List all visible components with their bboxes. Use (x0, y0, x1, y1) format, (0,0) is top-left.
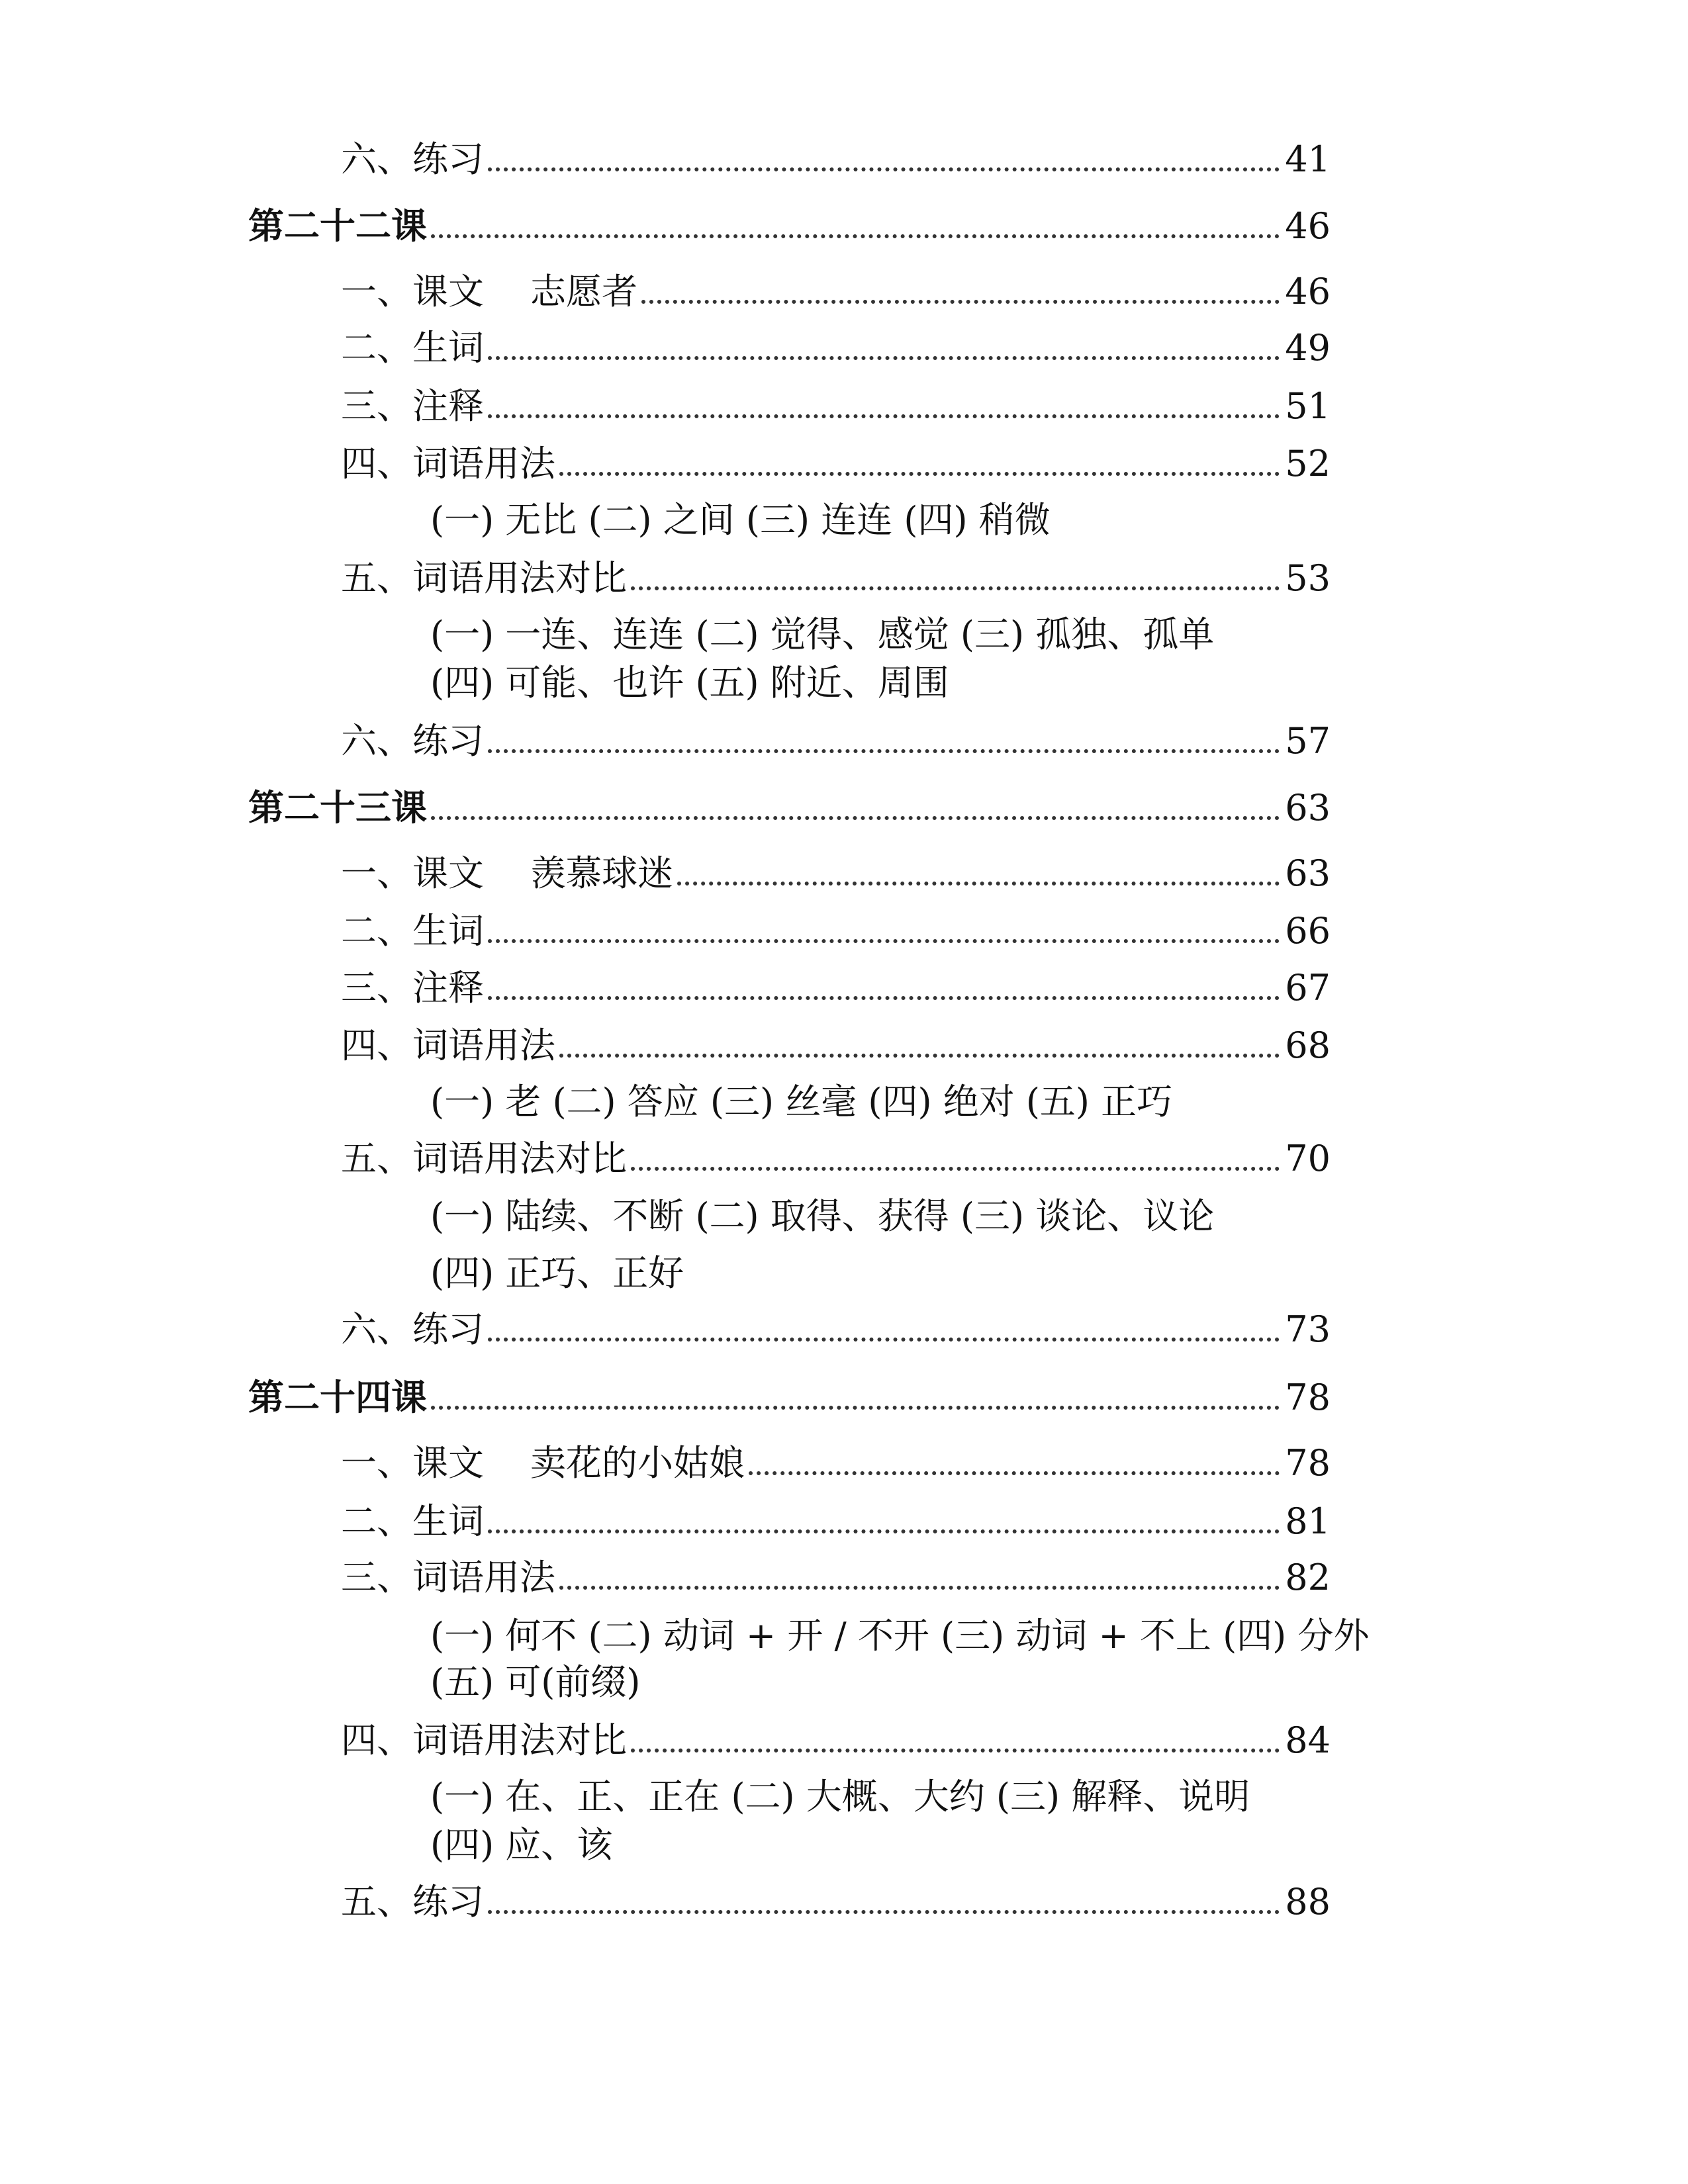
toc-sub-entry (430, 1079, 1172, 1125)
toc-entry-label: 一、课文 (341, 1442, 484, 1484)
toc-page-number: 78 (1285, 1377, 1331, 1418)
dot-leader (488, 1910, 1280, 1914)
toc-entry-label: (五) 可(前缀) (430, 1661, 641, 1703)
toc-section-entry (341, 383, 1331, 430)
toc-sub-entry (430, 660, 949, 706)
toc-page-number: 53 (1285, 557, 1331, 599)
dot-leader (749, 1471, 1280, 1475)
toc-entry-label: (一) 一连、连连 (二) 觉得、感觉 (三) 孤独、孤单 (430, 614, 1215, 655)
toc-page-number: 57 (1285, 720, 1331, 762)
toc-section-entry (341, 1440, 1331, 1486)
toc-entry-label: 三、注释 (341, 385, 484, 427)
toc-entry-label: (一) 无比 (二) 之间 (三) 连连 (四) 稍微 (430, 499, 1051, 541)
toc-entry-label: 五、词语用法对比 (341, 557, 627, 599)
toc-section-entry (341, 555, 1331, 602)
toc-section-entry (341, 1555, 1331, 1601)
toc-page-number: 81 (1285, 1500, 1331, 1542)
dot-leader (488, 356, 1280, 360)
toc-section-entry (341, 718, 1331, 764)
toc-section-entry (341, 1023, 1331, 1069)
toc-section-entry (341, 1498, 1331, 1545)
toc-section-entry (341, 136, 1331, 183)
toc-page-number: 63 (1285, 852, 1331, 894)
toc-sub-entry (430, 1193, 1214, 1240)
toc-chapter-entry (248, 784, 1331, 831)
toc-section-entry (341, 908, 1331, 954)
toc-section-entry (341, 325, 1331, 371)
dot-leader (631, 586, 1280, 590)
toc-page-number: 70 (1285, 1138, 1331, 1179)
toc-entry-title: 羡慕球迷 (530, 852, 673, 894)
toc-entry-label: 六、练习 (341, 1308, 484, 1350)
toc-entry-label: 四、词语用法 (341, 1024, 555, 1066)
toc-chapter-entry (248, 1374, 1331, 1421)
toc-section-entry (341, 850, 1331, 897)
toc-page-number: 68 (1285, 1024, 1331, 1066)
toc-entry-label: (四) 正巧、正好 (430, 1252, 684, 1294)
toc-entry-title: 卖花的小姑娘 (530, 1442, 745, 1484)
toc-entry-label: 第二十四课 (248, 1376, 427, 1418)
dot-leader (559, 472, 1280, 476)
dot-leader (631, 1167, 1280, 1171)
toc-entry-label: 六、练习 (341, 138, 484, 180)
toc-entry-label: 五、词语用法对比 (341, 1138, 627, 1179)
toc-page-number: 84 (1285, 1719, 1331, 1761)
toc-section-entry (341, 1879, 1331, 1925)
toc-section-entry (341, 441, 1331, 487)
toc-page-number: 46 (1285, 271, 1331, 312)
dot-leader (488, 996, 1280, 1000)
toc-section-entry (341, 965, 1331, 1011)
toc-chapter-entry (248, 203, 1331, 250)
toc-page-number: 67 (1285, 967, 1331, 1009)
dot-leader (559, 1586, 1280, 1590)
dot-leader (631, 1749, 1280, 1752)
toc-sub-entry (430, 1774, 1250, 1820)
dot-leader (559, 1054, 1280, 1058)
toc-page-number: 78 (1285, 1442, 1331, 1484)
toc-entry-label: 三、词语用法 (341, 1557, 555, 1598)
toc-entry-label: 第二十二课 (248, 205, 427, 247)
dot-leader (431, 816, 1280, 820)
toc-page-number: 73 (1285, 1308, 1331, 1350)
dot-leader (641, 300, 1280, 304)
toc-entry-label: (一) 何不 (二) 动词 + 开 / 不开 (三) 动词 + 不上 (四) 分外 (430, 1615, 1370, 1657)
toc-entry-label: 三、注释 (341, 967, 484, 1009)
toc-page-number: 52 (1285, 443, 1331, 484)
dot-leader (488, 749, 1280, 753)
toc-entry-label: 第二十三课 (248, 786, 427, 829)
dot-leader (677, 882, 1280, 886)
toc-sub-entry (430, 1822, 612, 1868)
toc-entry-label: 六、练习 (341, 720, 484, 762)
toc-entry-label: (一) 陆续、不断 (二) 取得、获得 (三) 谈论、议论 (430, 1195, 1215, 1237)
toc-entry-label: (一) 老 (二) 答应 (三) 丝毫 (四) 绝对 (五) 正巧 (430, 1081, 1173, 1122)
toc-section-entry (341, 1136, 1331, 1182)
toc-section-entry (341, 269, 1331, 315)
toc-page-number: 66 (1285, 910, 1331, 952)
toc-entry-label: 五、练习 (341, 1881, 484, 1923)
toc-entry-label: 一、课文 (341, 271, 484, 312)
toc-entry-label: (一) 在、正、正在 (二) 大概、大约 (三) 解释、说明 (430, 1776, 1250, 1817)
toc-entry-label: 四、词语用法 (341, 443, 555, 484)
toc-entry-title: 志愿者 (530, 271, 637, 312)
toc-entry-label: 一、课文 (341, 852, 484, 894)
toc-entry-label: 二、生词 (341, 327, 484, 369)
toc-page-number: 88 (1285, 1881, 1331, 1923)
dot-leader (431, 234, 1280, 238)
toc-section-entry (341, 1717, 1331, 1764)
dot-leader (488, 1338, 1280, 1342)
dot-leader (488, 939, 1280, 943)
toc-entry-label: 二、生词 (341, 1500, 484, 1542)
toc-entry-label: (四) 应、该 (430, 1824, 613, 1866)
dot-leader (488, 1529, 1280, 1533)
toc-page-number: 41 (1285, 138, 1331, 180)
dot-leader (431, 1406, 1280, 1410)
toc-entry-label: 四、词语用法对比 (341, 1719, 627, 1761)
toc-sub-entry (430, 1659, 640, 1706)
toc-entry-label: 二、生词 (341, 910, 484, 952)
toc-page-number: 82 (1285, 1557, 1331, 1598)
dot-leader (488, 414, 1280, 418)
toc-page-number: 46 (1285, 205, 1331, 247)
toc-sub-entry (430, 612, 1214, 658)
toc-page-number: 51 (1285, 385, 1331, 427)
toc-page-number: 49 (1285, 327, 1331, 369)
toc-entry-label: (四) 可能、也许 (五) 附近、周围 (430, 662, 949, 704)
toc-sub-entry (430, 497, 1051, 543)
toc-page-number: 63 (1285, 787, 1331, 829)
dot-leader (488, 167, 1280, 171)
toc-section-entry (341, 1306, 1331, 1353)
toc-sub-entry (430, 1613, 1369, 1659)
toc-sub-entry (430, 1250, 684, 1297)
